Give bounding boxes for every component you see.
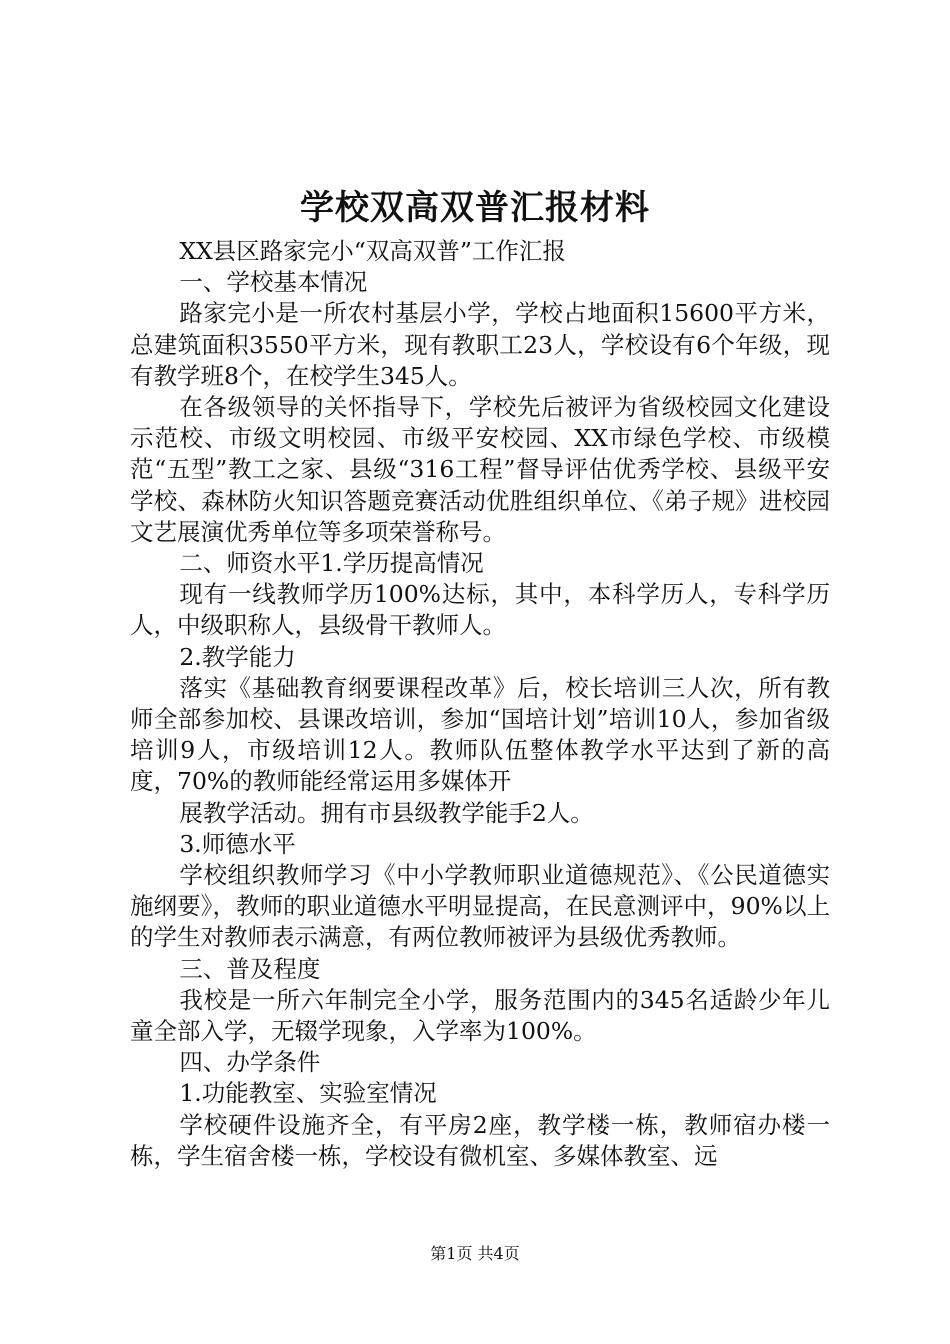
section-heading: 一、学校基本情况 [179,268,368,297]
subsection-heading: 1.功能教室、实验室情况 [179,1079,437,1108]
section-heading: 二、师资水平1.学历提高情况 [179,549,484,578]
paragraph: 展教学活动。拥有市县级教学能手2人。 [179,798,594,827]
paragraph: 落实《基础教育纲要课程改革》后，校长培训三人次，所有教师全部参加校、县课改培训，参加“国培计划”培训10人，参加省级培训9人，市级培训12人。教师队伍整体教学水平达到了新的高度，70%的教师能经常运用多媒体开 [130,673,830,796]
subsection-heading: 2.教学能力 [179,642,296,671]
section-heading: 三、普及程度 [179,954,321,983]
paragraph: XX县区路家完小“双高双普”工作汇报 [179,237,566,265]
paragraph: 学校硬件设施齐全，有平房2座，教学楼一栋，教师宿办楼一栋，学生宿舍楼一栋，学校设有微机室、多媒体教室、远 [130,1110,830,1170]
page-footer: 第1页 共4页 [430,1244,520,1263]
paragraph: 路家完小是一所农村基层小学，学校占地面积15600平方米，总建筑面积3550平方米，现有教职工23人，学校设有6个年级，现有教学班8个，在校学生345人。 [130,299,830,390]
document-title: 学校双高双普汇报材料 [300,188,650,228]
subsection-heading: 3.师德水平 [179,829,296,858]
paragraph: 在各级领导的关怀指导下，学校先后被评为省级校园文化建设示范校、市级文明校园、市级平安校园、XX市绿色学校、市级模范“五型”教工之家、县级“316工程”督导评估优秀学校、县级平安学校、森林防火知识答题竞赛活动优胜组织单位、《弟子规》进校园文艺展演优秀单位等多项荣誉称号。 [130,393,830,546]
document-body [130,236,830,1172]
paragraph: 现有一线教师学历100%达标，其中，本科学历人，专科学历人，中级职称人，县级骨干教师人。 [130,580,830,640]
paragraph: 学校组织教师学习《中小学教师职业道德规范》、《公民道德实施纲要》，教师的职业道德水平明显提高，在民意测评中，90%以上的学生对教师表示满意，有两位教师被评为县级优秀教师。 [130,861,830,952]
paragraph: 我校是一所六年制完全小学，服务范围内的345名适龄少年儿童全部入学，无辍学现象，入学率为100%。 [130,985,830,1046]
section-heading: 四、办学条件 [179,1048,321,1077]
